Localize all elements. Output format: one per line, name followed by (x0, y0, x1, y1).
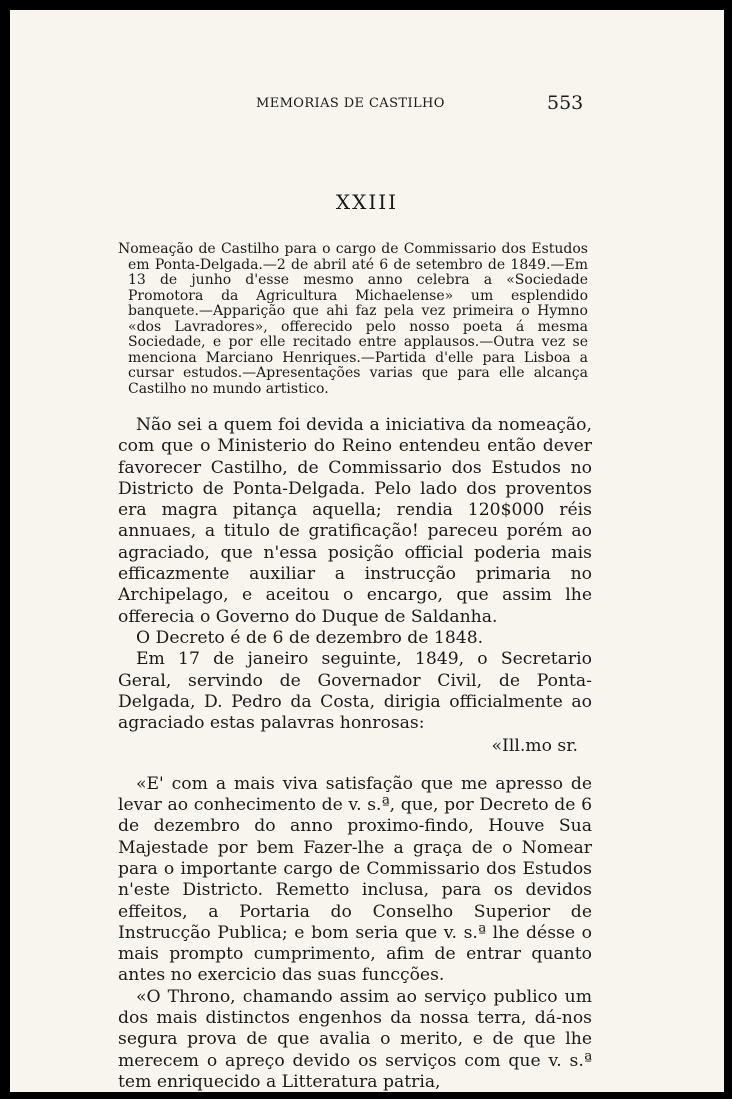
page-header (10, 92, 724, 118)
quoted-letter-paragraph: «O Throno, chamando assim ao serviço publico um dos mais distinctos engenhos da nossa terra, dá-nos segura prova de que avalia o merito, e de que lhe merecem o apreço devido os serviços com que v. s.ª tem enriquecido a Litteratura patria, (118, 986, 592, 1092)
letter-salutation: «Ill.mo sr. (491, 736, 578, 757)
chapter-summary-text: Nomeação de Castilho para o cargo de Commissario dos Estudos em Ponta-Delgada.—2 de abril até 6 de setembro de 1849.—Em 13 de junho d'esse mesmo anno celebra a «Sociedade Promotora da Agricultura Michaelense» um esplendido banquete.—Apparição que ahi faz pela vez primeira o Hymno «dos Lavradores», offerecido pelo nosso poeta á mesma Sociedade, e por elle recitado entre applausos.—Outra vez se menciona Marciano Henriques.—Partida d'elle para Lisboa a cursar estudos.—Apresentações varias que para elle alcança Castilho no mundo artistico. (118, 241, 588, 397)
quoted-letter-paragraph: «E' com a mais viva satisfação que me apresso de levar ao conhecimento de v. s.ª, que, por Decreto de 6 de dezembro do anno proximo-findo, Houve Sua Majestade por bem Fazer-lhe a graça de o Nomear para o importante cargo de Commissario dos Estudos n'este Districto. Remetto inclusa, para os devidos effeitos, a Portaria do Conselho Superior de Instrucção Publica; e bom seria que v. s.ª lhe désse o mais prompto cumprimento, afim de entrar quanto antes no exercicio das suas funcções. (118, 773, 592, 986)
paragraph: Em 17 de janeiro seguinte, 1849, o Secretario Geral, servindo de Governador Civil, de Ponta-Delgada, D. Pedro da Costa, dirigia officialmente ao agraciado estas palavras honrosas: (118, 649, 592, 734)
page-number: 553 (547, 92, 584, 114)
paragraph: Não sei a quem foi devida a iniciativa da nomeação, com que o Ministerio do Reino entendeu então dever favorecer Castilho, de Commissario dos Estudos no Districto de Ponta-Delgada. Pelo lado dos proventos era magra pitança aquella; rendia 120$000 réis annuaes, a titulo de gratificação! pareceu porém ao agraciado, que n'essa posição official poderia mais efficazmente auxiliar a instrucção primaria no Archipelago, e aceitou o encargo, que assim lhe offerecia o Governo do Duque de Saldanha. (118, 415, 592, 627)
chapter-number: XXIII (335, 190, 399, 214)
chapter-summary (118, 242, 588, 397)
book-page (10, 10, 724, 1092)
paragraph: O Decreto é de 6 de dezembro de 1848. (136, 627, 484, 648)
body-text (118, 415, 592, 1093)
running-title: MEMORIAS DE CASTILHO (256, 96, 445, 111)
